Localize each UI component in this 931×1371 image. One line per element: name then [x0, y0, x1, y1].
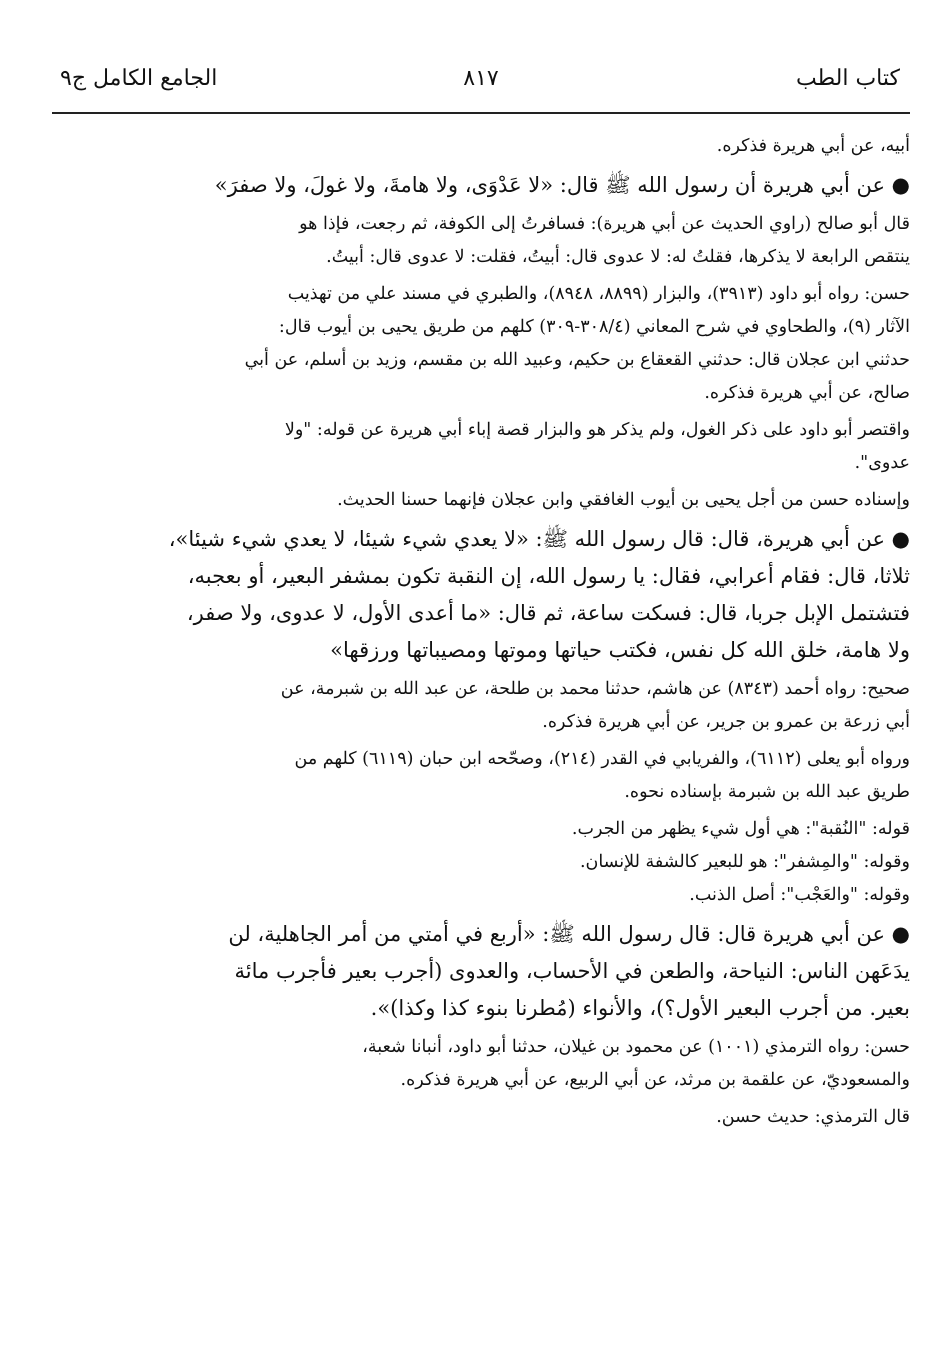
- text-line: صحيح: رواه أحمد (٨٣٤٣) عن هاشم، حدثنا محمد بن طلحة، عن عبد الله بن شبرمة، عن: [280, 679, 910, 699]
- text-line: أبيه، عن أبي هريرة فذكره.: [716, 136, 910, 156]
- text-line: حدثني ابن عجلان قال: حدثني القعقاع بن حكيم، وعبيد الله بن مقسم، وزيد بن أسلم، عن أبي: [244, 350, 910, 370]
- text-line: قال أبو صالح (راوي الحديث عن أبي هريرة): فسافرتُ إلى الكوفة، ثم رجعت، فإذا هو: [299, 214, 910, 234]
- page-header: [52, 58, 910, 98]
- text-line: حسن: رواه أبو داود (٣٩١٣)، والبزار (٨٨٩٩، ٨٩٤٨)، والطبري في مسند علي من تهذيب: [287, 284, 910, 304]
- hadith-line: ● عن أبي هريرة، قال: قال رسول الله ﷺ: «لا يعدي شيء شيئا، لا يعدي شيء شيئا»،: [168, 527, 910, 551]
- hadith-line: ● عن أبي هريرة قال: قال رسول الله ﷺ: «أربع في أمتي من أمر الجاهلية، لن: [228, 922, 910, 946]
- hadith-line: ثلاثا، قال: فقام أعرابي، فقال: يا رسول الله، إن النقبة تكون بمشفر البعير، أو بعجبه،: [187, 564, 910, 588]
- hadith-line: يدَعَهن الناس: النياحة، والطعن في الأحساب، والعدوى (أجرب بعير فأجرب مائة: [234, 959, 910, 983]
- hadith-line: ● عن أبي هريرة أن رسول الله ﷺ قال: «لا عَدْوَى، ولا هامةَ، ولا غولَ، ولا صفرَ»: [214, 173, 910, 197]
- book-page: [52, 0, 910, 1371]
- volume-title: الجامع الكامل ج٩: [60, 66, 218, 91]
- text-line: حسن: رواه الترمذي (١٠٠١) عن محمود بن غيلان، حدثنا أبو داود، أنبانا شعبة،: [362, 1037, 910, 1057]
- text-line: صالح، عن أبي هريرة فذكره.: [704, 383, 910, 403]
- hadith-line: بعير. من أجرب البعير الأول؟)، والأنواء (مُطرنا بنوء كذا وكذا)».: [370, 996, 910, 1020]
- hadith-line: ولا هامة، خلق الله كل نفس، فكتب حياتها وموتها ومصيباتها ورزقها»: [330, 638, 910, 662]
- page-number: ٨١٧: [463, 66, 499, 91]
- hadith-line: فتشتمل الإبل جربا، قال: فسكت ساعة، ثم قال: «ما أعدى الأول، لا عدوى، ولا صفر،: [186, 601, 910, 625]
- gloss-line: وقوله: "والمِشفر": هو للبعير كالشفة للإنسان.: [579, 852, 910, 872]
- text-line: واقتصر أبو داود على ذكر الغول، ولم يذكر هو والبزار قصة إباء أبي هريرة عن قوله: "ولا: [284, 420, 910, 440]
- text-line: أبي زرعة بن عمرو بن جرير، عن أبي هريرة فذكره.: [542, 712, 910, 732]
- text-line: طريق عبد الله بن شبرمة بإسناده نحوه.: [624, 782, 910, 802]
- chapter-title: كتاب الطب: [796, 66, 900, 91]
- gloss-line: قوله: "النُقبة": هي أول شيء يظهر من الجرب.: [571, 819, 910, 839]
- text-line: عدوى".: [854, 453, 910, 473]
- header-divider: [52, 112, 910, 114]
- text-line: والمسعوديّ، عن علقمة بن مرثد، عن أبي الربيع، عن أبي هريرة فذكره.: [400, 1070, 910, 1090]
- text-line: ينتقص الرابعة لا يذكرها، فقلتُ له: لا عدوى قال: أبيتُ، فقلت: لا عدوى قال: أبيتُ.: [326, 247, 910, 267]
- gloss-line: وقوله: "والعَجْب": أصل الذنب.: [689, 885, 910, 905]
- text-line: وإسناده حسن من أجل يحيى بن أيوب الغافقي وابن عجلان فإنهما حسنا الحديث.: [337, 490, 910, 510]
- text-line: ورواه أبو يعلى (٦١١٢)، والفريابي في القدر (٢١٤)، وصحّحه ابن حبان (٦١١٩) كلهم من: [294, 749, 910, 769]
- text-line: الآثار (٩)، والطحاوي في شرح المعاني (٣٠٨/٤-٣٠٩) كلهم من طريق يحيى بن أيوب قال:: [278, 317, 910, 337]
- page-body: [52, 130, 910, 1134]
- text-line: قال الترمذي: حديث حسن.: [716, 1107, 910, 1127]
